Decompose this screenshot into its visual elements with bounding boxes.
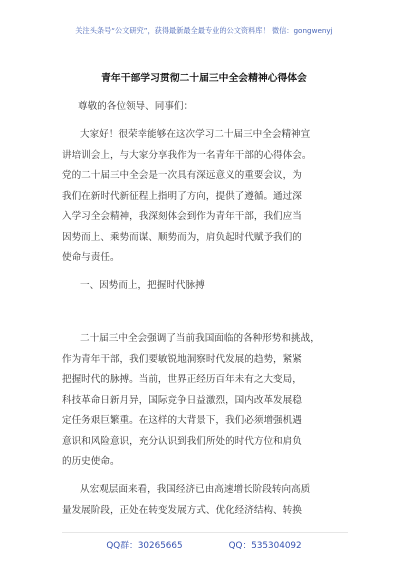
text-line: 我们在新时代新征程上指明了方向，提供了遵循。通过深 <box>62 190 302 202</box>
text-line: 量发展阶段，正处在转变发展方式、优化经济结构、转换 <box>62 504 302 516</box>
text-line: 讲培训会上，与大家分享我作为一名青年干部的心得体会。 <box>62 149 312 161</box>
text-line: 从宏观层面来看，我国经济已由高速增长阶段转向高质 <box>80 484 311 495</box>
paragraph-intro <box>62 125 352 269</box>
footer-qq-group: QQ群：30265665 <box>106 541 183 551</box>
footer-divider <box>62 532 348 533</box>
text-line: 定任务艰巨繁重。在这样的大背景下，我们必须增强机遇 <box>62 415 302 426</box>
text-line: 科技革命日新月异，国际竞争日益激烈，国内改革发展稳 <box>62 394 302 406</box>
section-heading-text: 一、因势而上，把握时代脉搏 <box>80 280 205 291</box>
text-line: 二十届三中全会强调了当前我国面临的各种形势和挑战， <box>80 333 320 344</box>
paragraph-macro <box>62 480 352 521</box>
text-line: 的历史使命。 <box>62 456 120 467</box>
text-line: 意识和风险意识，充分认识到我们所处的时代方位和肩负 <box>62 435 302 447</box>
text-line: 作为青年干部，我们要敏锐地洞察时代发展的趋势，紧紧 <box>62 353 302 365</box>
text-line: 把握时代的脉搏。当前，世界正经历百年未有之大变局， <box>62 374 302 385</box>
footer-contact <box>0 538 408 551</box>
header-banner: 关注头条号“公文研究”，获得最新最全最专业的公文资料库！ 微信：gongwenyj <box>75 26 333 35</box>
text-line: 因势而上、乘势而谋、顺势而为，肩负起时代赋予我们的 <box>62 231 302 243</box>
section-heading-1 <box>62 276 352 297</box>
document-title: 青年干部学习贯彻二十届三中全会精神心得体会 <box>101 73 307 84</box>
text-line: 使命与责任。 <box>62 252 120 263</box>
text-line: 党的二十届三中全会是一次具有深远意义的重要会议，为 <box>62 170 302 181</box>
salutation: 尊敬的各位领导、同事们： <box>78 101 194 112</box>
text-line: 大家好！很荣幸能够在这次学习二十届三中全会精神宣 <box>80 129 311 140</box>
footer-qq: QQ：535304092 <box>228 541 302 551</box>
text-line: 入学习全会精神，我深刻体会到作为青年干部，我们应当 <box>62 211 302 222</box>
paragraph-section-1 <box>62 329 352 473</box>
